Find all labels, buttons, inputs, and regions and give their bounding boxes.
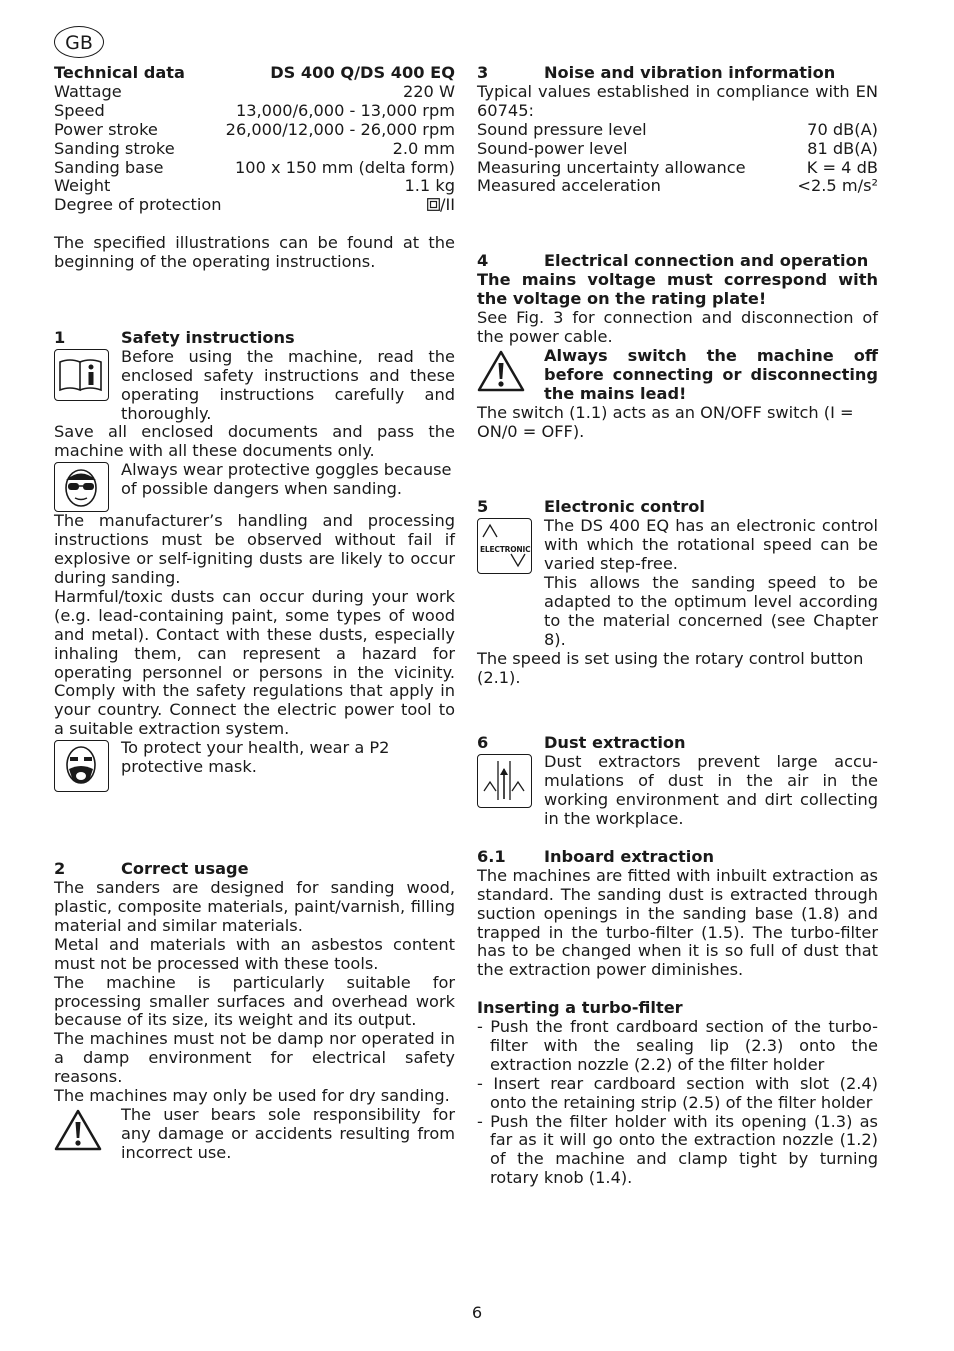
mask-text: To protect your health, wear a P2 protective mask. bbox=[121, 738, 390, 777]
section-number: 6 bbox=[477, 733, 489, 753]
read-instructions-text: Before using the machine, read the enclosed safety instructions and these operating instructions carefully and thoroughly. bbox=[121, 346, 455, 423]
illustrations-note: The specified illustrations can be found at the beginning of the operating instructions. bbox=[54, 233, 455, 272]
tech-value: 26,000/12,000 - 26,000 rpm bbox=[225, 119, 455, 139]
section-number: 1 bbox=[54, 327, 66, 347]
electronic-text-1: The DS 400 EQ has an electronic control with which the rotational speed can be varied step-free. bbox=[544, 516, 878, 574]
electronic-text-3: The speed is set using the rotary control button (2.1). bbox=[477, 648, 864, 687]
page-number: 6 bbox=[471, 1303, 483, 1322]
dust-extraction-text: Dust extractors prevent large accu-mulations of dust in the air in the working environment and dirt collecting in the workplace. bbox=[544, 752, 878, 829]
tech-value: 13,000/6,000 - 13,000 rpm bbox=[235, 100, 455, 120]
noise-value: <2.5 m/s² bbox=[797, 176, 878, 196]
section-heading bbox=[477, 848, 878, 867]
electronic-text-2: This allows the sanding speed to be adapted to the optimum level according to the material concerned (see Chapter 8). bbox=[544, 573, 878, 649]
warning-triangle-icon bbox=[54, 1108, 102, 1152]
noise-row bbox=[477, 177, 878, 196]
noise-value: 70 dB(A) bbox=[807, 119, 878, 139]
noise-label: Sound pressure level bbox=[477, 119, 647, 139]
filter-step: - Push the filter holder with its opening (1.3) as far as it will go onto the extraction nozzle (1.2) of the machine and clamp tight by turning rotary knob (1.4). bbox=[477, 1111, 878, 1188]
section-number: 3 bbox=[477, 63, 489, 82]
section-title: Correct usage bbox=[121, 859, 249, 879]
tech-data-model: DS 400 Q/DS 400 EQ bbox=[270, 63, 455, 82]
read-instructions-block bbox=[54, 348, 455, 424]
section-number: 2 bbox=[54, 859, 66, 879]
tech-value-protection bbox=[427, 196, 455, 215]
goggles-text: Always wear protective goggles because of possible dangers when sanding. bbox=[121, 460, 452, 499]
noise-intro: Typical values established in compliance with EN 60745: bbox=[477, 81, 878, 120]
dust-block bbox=[477, 753, 878, 829]
filter-step: - Push the front cardboard section of the turbo-filter with the sealing lip (2.3) onto the extraction nozzle (2.2) of the filter holder bbox=[477, 1017, 878, 1074]
noise-label: Sound-power level bbox=[477, 138, 628, 158]
usage-text-1: The sanders are designed for sanding wood, plastic, composite materials, paint/varnish, filling material and similar materials. bbox=[54, 878, 455, 935]
tech-row bbox=[54, 83, 455, 102]
section-title: Dust extraction bbox=[544, 733, 686, 753]
mask-block bbox=[54, 739, 455, 792]
tech-label: Degree of protection bbox=[54, 195, 222, 215]
usage-text-5: The machines may only be used for dry sanding. bbox=[54, 1086, 450, 1106]
noise-row bbox=[477, 159, 878, 178]
tech-label: Sanding stroke bbox=[54, 138, 175, 158]
section-title: Electrical connection and operation bbox=[544, 251, 869, 271]
left-column bbox=[54, 64, 455, 1163]
noise-label: Measured acceleration bbox=[477, 176, 661, 196]
filter-heading: Inserting a turbo-filter bbox=[477, 998, 683, 1018]
usage-text-4: The machines must not be damp nor operated in a damp environment for electrical safety reasons. bbox=[54, 1029, 455, 1087]
tech-label: Speed bbox=[54, 100, 105, 120]
usage-text-3: The machine is particularly suitable for processing smaller surfaces and overhead work because of its size, its weight and its output. bbox=[54, 972, 455, 1030]
noise-value: K = 4 dB bbox=[806, 157, 878, 177]
read-manual-icon bbox=[54, 349, 109, 401]
section-heading bbox=[477, 252, 878, 271]
tech-label: Weight bbox=[54, 176, 111, 196]
responsibility-text: The user bears sole responsibility for any damage or accidents resulting from incorrect use. bbox=[121, 1104, 455, 1162]
tech-data-heading bbox=[54, 64, 455, 83]
filter-steps bbox=[477, 1018, 878, 1188]
electronic-icon-label: ELECTRONIC bbox=[480, 545, 531, 555]
switch-text: The switch (1.1) acts as an ON/OFF switch (I = ON/0 = OFF). bbox=[477, 402, 854, 441]
noise-row bbox=[477, 121, 878, 140]
protective-mask-icon bbox=[54, 740, 109, 792]
section-number: 4 bbox=[477, 251, 489, 271]
electronic-control-icon bbox=[477, 518, 532, 574]
tech-label: Power stroke bbox=[54, 119, 158, 139]
goggles-block bbox=[54, 461, 455, 512]
warning-triangle-icon bbox=[477, 349, 525, 393]
noise-value: 81 dB(A) bbox=[807, 138, 878, 158]
save-documents-text: Save all enclosed documents and pass the machine with all these documents only. bbox=[54, 422, 455, 461]
tech-row bbox=[54, 140, 455, 159]
tech-value: 100 x 150 mm (delta form) bbox=[234, 157, 455, 177]
section-number: 5 bbox=[477, 497, 489, 517]
section-heading bbox=[477, 734, 878, 753]
section-title: Noise and vibration information bbox=[544, 63, 836, 82]
tech-value: 1.1 kg bbox=[404, 176, 455, 196]
tech-value: 2.0 mm bbox=[392, 138, 455, 158]
section-heading bbox=[54, 329, 455, 348]
manufacturer-instructions-text: The manufacturer’s handling and processing instructions must be observed without fail if explosive or self-igniting dusts are likely to occur during sanding. bbox=[54, 511, 455, 588]
tech-value: /II bbox=[439, 195, 455, 215]
section-heading bbox=[477, 64, 878, 83]
tech-label: Sanding base bbox=[54, 157, 164, 177]
language-badge: GB bbox=[54, 26, 104, 58]
noise-row bbox=[477, 140, 878, 159]
tech-label: Wattage bbox=[54, 81, 122, 101]
fig3-text: See Fig. 3 for connection and disconnection of the power cable. bbox=[477, 308, 878, 346]
section-title: Inboard extraction bbox=[544, 846, 714, 866]
mains-voltage-warning: The mains voltage must correspond with the voltage on the rating plate! bbox=[477, 270, 878, 309]
section-title: Electronic control bbox=[544, 497, 705, 517]
filter-step: - Insert rear cardboard section with slot (2.4) onto the retaining strip (2.5) of the filter holder bbox=[477, 1073, 878, 1112]
tech-row bbox=[54, 121, 455, 140]
noise-label: Measuring uncertainty allowance bbox=[477, 157, 746, 177]
tech-data-title: Technical data bbox=[54, 63, 185, 82]
tech-row bbox=[54, 159, 455, 178]
dust-extraction-icon bbox=[477, 754, 532, 808]
tech-row bbox=[54, 102, 455, 121]
electronic-block bbox=[477, 517, 878, 649]
tech-value: 220 W bbox=[402, 81, 455, 101]
responsibility-block bbox=[54, 1106, 455, 1163]
toxic-dust-text: Harmful/toxic dusts can occur during your work (e.g. lead-containing paint, some types of wood and metal). Contact with these dusts, especially inhaling them, can represent a hazard for operating personnel or persons in the vicinity. Comply with the safety regulations that apply in your country. Connect the electric power tool to a suitable extraction system. bbox=[54, 586, 455, 739]
section-heading bbox=[477, 498, 878, 517]
switch-off-block bbox=[477, 347, 878, 404]
electronic-text-group bbox=[544, 517, 878, 649]
inboard-extraction-text: The machines are fitted with inbuilt extraction as standard. The sanding dust is extracted through suction openings in the sanding base (1.8) and trapped in the turbo-filter (1.5). The turbo-filter has to be changed when it is so full of dust that the extraction power diminishes. bbox=[477, 865, 878, 980]
usage-text-2: Metal and materials with an asbestos content must not be processed with these tools. bbox=[54, 934, 455, 973]
switch-off-warning: Always switch the machine off before connecting or disconnecting the mains lead! bbox=[544, 345, 878, 403]
tech-row bbox=[54, 196, 455, 215]
right-column bbox=[477, 64, 878, 1188]
section-heading bbox=[54, 860, 455, 879]
goggles-icon bbox=[54, 462, 109, 512]
tech-row bbox=[54, 177, 455, 196]
protection-class-ii-icon bbox=[427, 198, 440, 211]
section-number: 6.1 bbox=[477, 846, 506, 866]
section-title: Safety instructions bbox=[121, 327, 295, 347]
